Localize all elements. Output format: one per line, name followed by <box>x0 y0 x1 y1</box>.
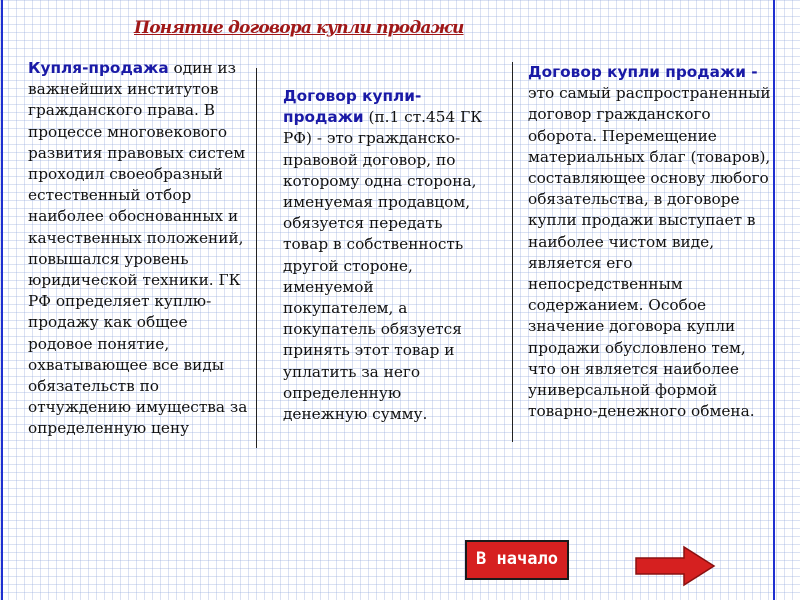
column-2-text: (п.1 ст.454 ГК РФ) - это гражданско-правовой договор, по которому одна сторона, именуемая продавцом, обязуется передать товар в собственность другой стороне, именуемой покупателем, а покупатель обязуется принять этот товар и уплатить за него определенную денежную сумму. <box>283 108 483 424</box>
column-divider-1 <box>256 68 257 448</box>
term-dogovor-kupli-prodazhi: Договор купли-продажи <box>283 87 422 127</box>
page-title: Понятие договора купли продажи <box>134 18 464 38</box>
term-dogovor-kupli-prodazhi-2: Договор купли продажи - <box>528 63 758 81</box>
column-1-text: один из важнейших институтов гражданского права. В процессе многовекового развития правовых систем проходил своеобразный естественный отбор наиболее обоснованных и качественных положений, повышался уровень юридической техники. ГК РФ определяет куплю-продажу как общее родовое понятие, охватывающее все виды обязательств по отчуждению имущества за определенную цену <box>28 59 248 438</box>
right-frame-border <box>773 0 775 600</box>
column-divider-2 <box>512 62 513 442</box>
left-frame-border <box>1 0 3 600</box>
column-3-text: это самый распространенный договор гражданского оборота. Перемещение материальных благ (товаров), составляющее основу любого обязательства, в договоре купли продажи выступает в наиболее чистом виде, является его непосредственным содержанием. Особое значение договора купли продажи обусловлено тем, что он является наиболее универсальной формой товарно-денежного обмена. <box>528 84 771 421</box>
column-kuplya-prodazha <box>28 58 254 440</box>
term-kuplya-prodazha: Купля-продажа <box>28 59 169 77</box>
arrow-right-icon[interactable] <box>634 545 716 587</box>
column-definition <box>283 86 488 425</box>
home-button[interactable]: В начало <box>465 540 569 580</box>
column-significance <box>528 62 772 422</box>
